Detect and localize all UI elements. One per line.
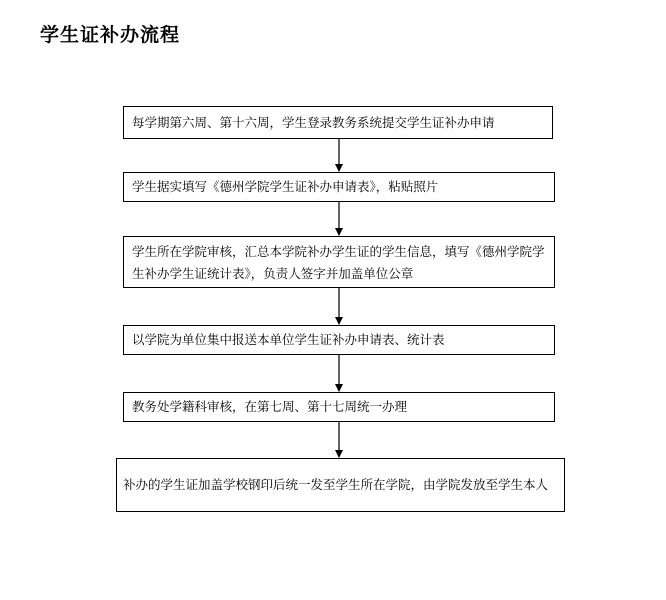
step-4-text: 以学院为单位集中报送本单位学生证补办申请表、统计表	[132, 332, 445, 347]
step-1-box	[123, 106, 553, 139]
step-2-box	[123, 172, 555, 202]
step-3-box	[123, 236, 555, 288]
step-4-box	[123, 325, 555, 355]
step-5-text: 教务处学籍科审核，在第七周、第十七周统一办理	[132, 399, 408, 414]
step-3-text: 学生所在学院审核，汇总本学院补办学生证的学生信息，填写《德州学院学生补办学生证统计表》，负责人签字并加盖单位公章	[132, 244, 545, 281]
step-2-text: 学生据实填写《德州学院学生证补办申请表》，粘贴照片	[132, 179, 439, 194]
step-5-box	[123, 392, 555, 422]
page-title: 学生证补办流程	[40, 24, 181, 46]
step-6-box	[116, 458, 565, 512]
step-6-text: 补办的学生证加盖学校钢印后统一发至学生所在学院，由学院发放至学生本人	[123, 477, 549, 492]
step-1-text: 每学期第六周、第十六周，学生登录教务系统提交学生证补办申请	[132, 114, 495, 130]
